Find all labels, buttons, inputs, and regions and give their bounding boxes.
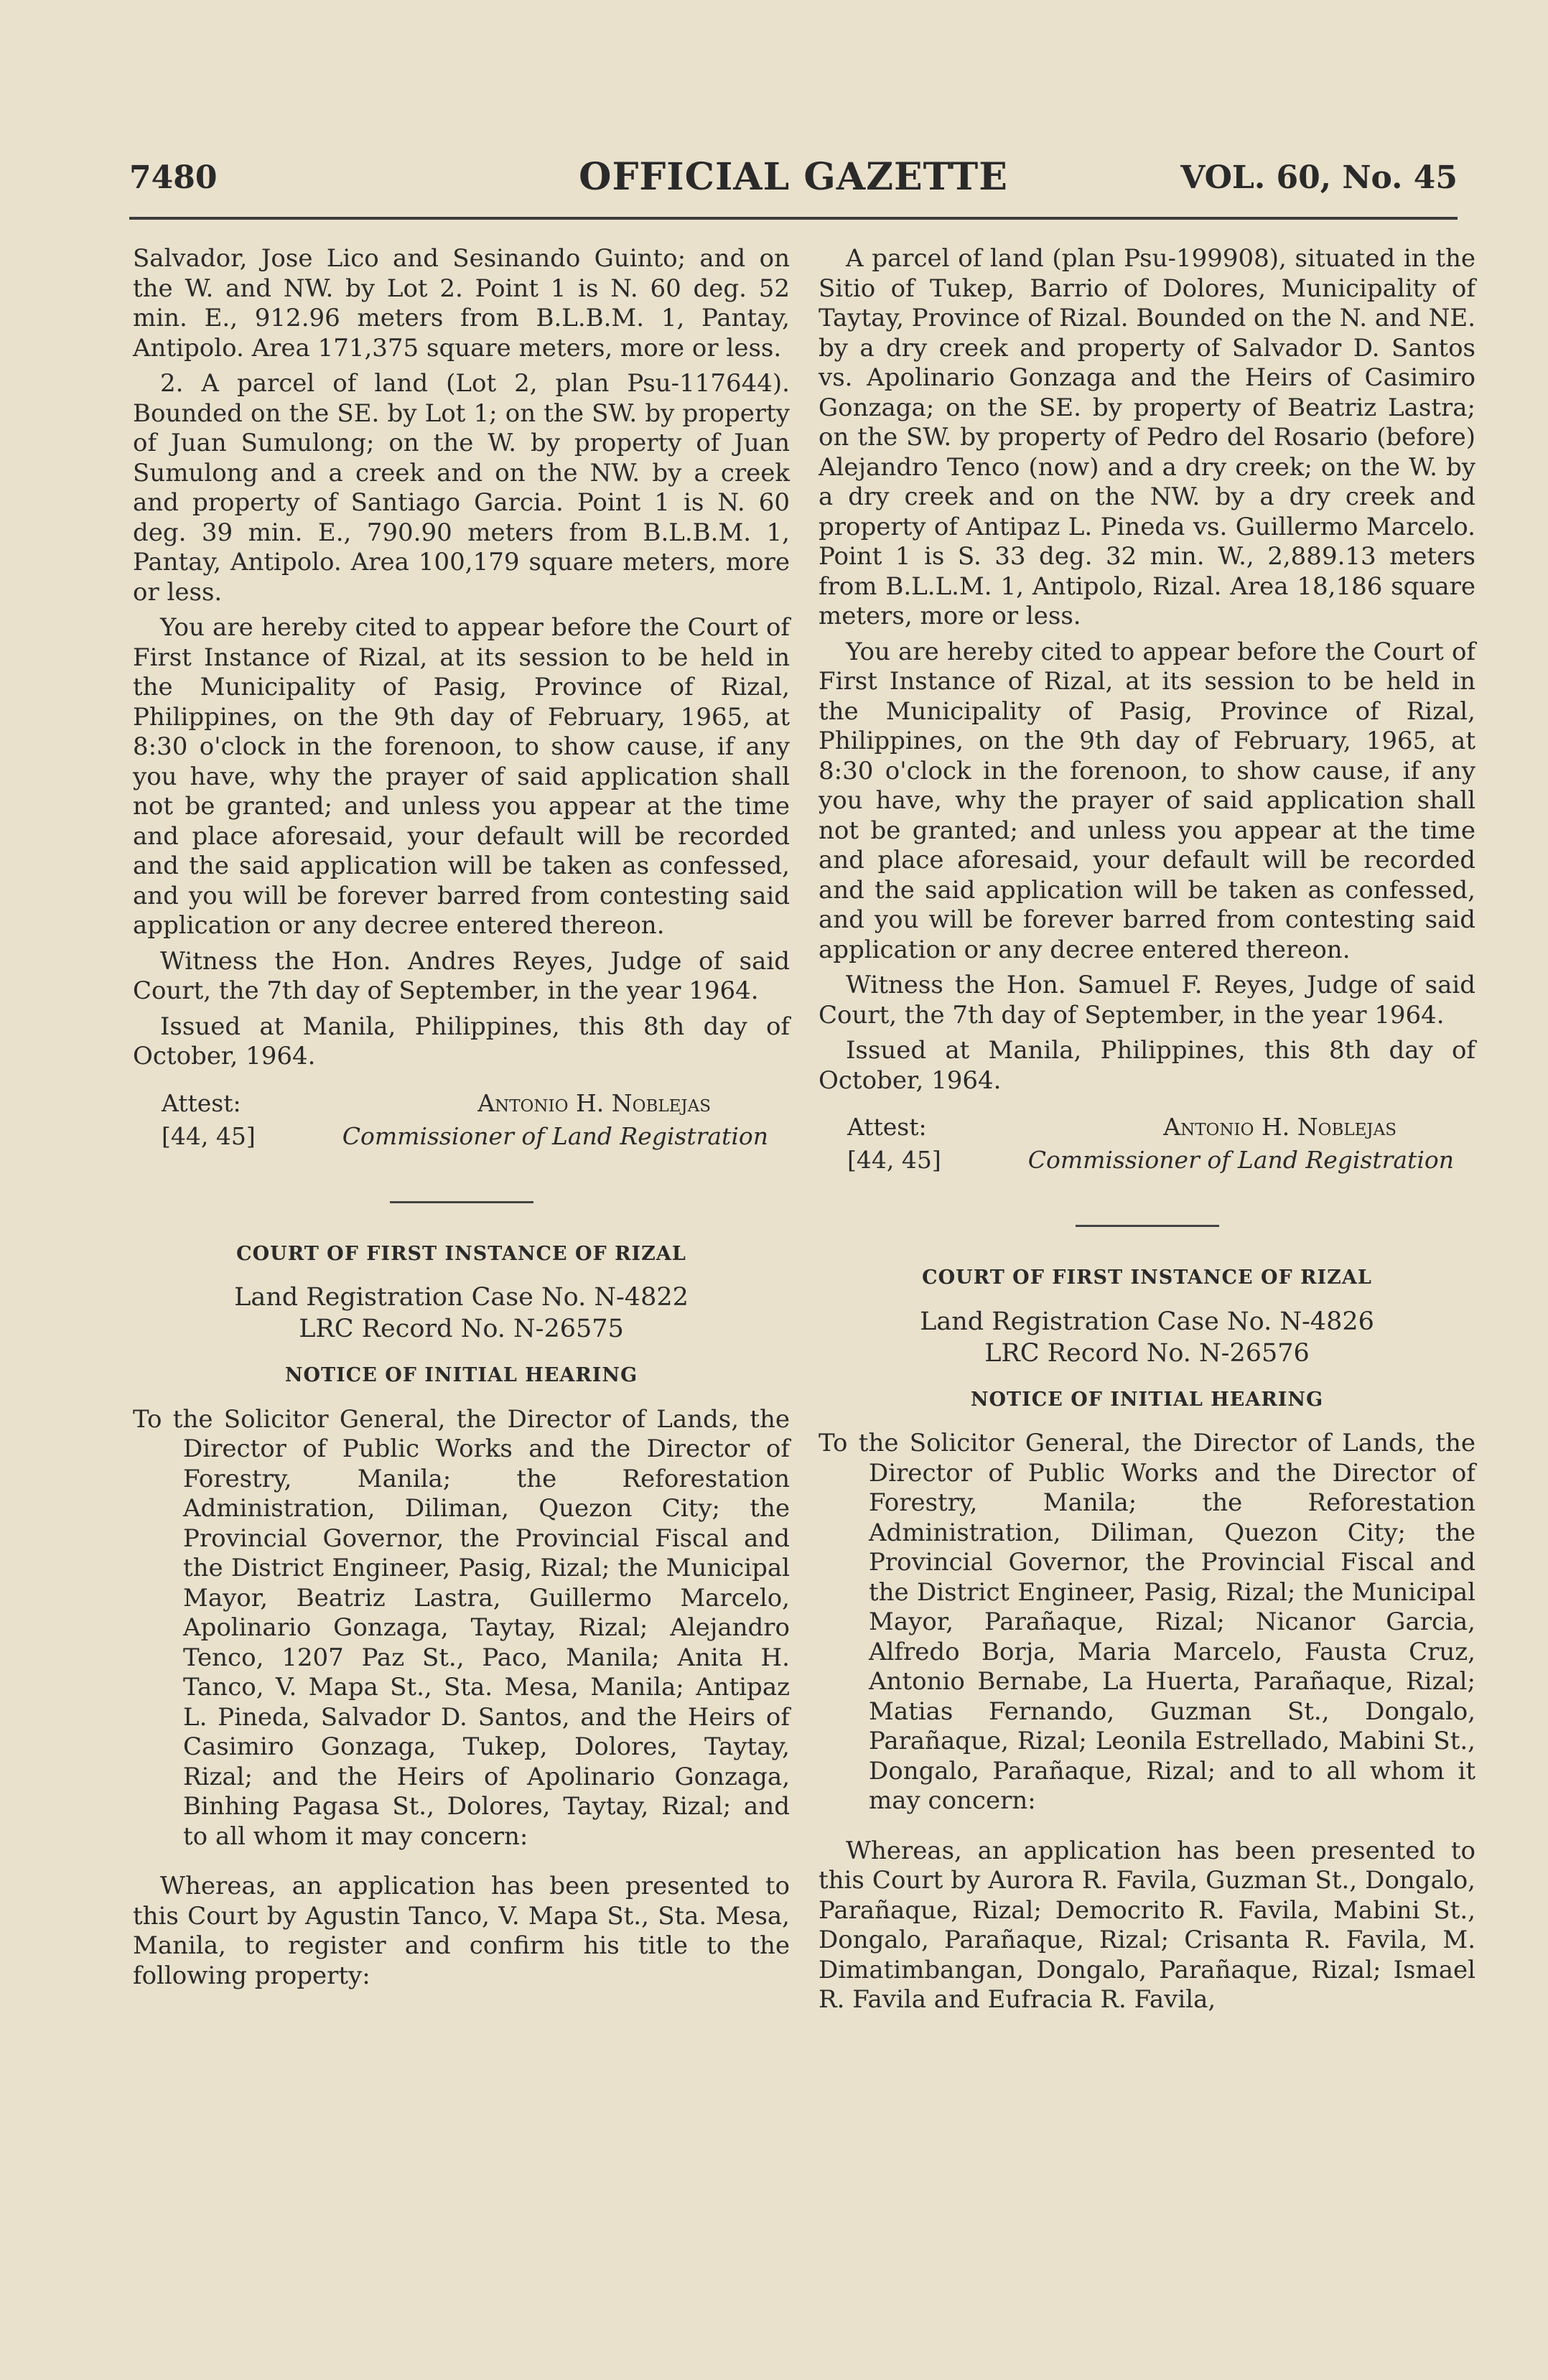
addressee-list: To the Solicitor General, the Director of Lands, the Director of Public Works and the Director of Forestry, Manila; the Reforestation Administration, Diliman, Quezon City; the Provincial Governor, the Provincial Fiscal and the District Engineer, Pasig, Rizal; the Municipal Mayor, Beatriz Lastra, Guillermo Marcelo, Apolinario Gonzaga, Taytay, Rizal; Alejandro Tenco, 1207 Paz St., Paco, Manila; Anita H. Tanco, V. Mapa St., Sta. Mesa, Manila; Antipaz L. Pineda, Salvador D. Santos, and the Heirs of Casimiro Gonzaga, Tukep, Dolores, Taytay, Rizal; and the Heirs of Apolinario Gonzaga, Binhing Pagasa St., Dolores, Taytay, Rizal; and to all whom it may concern: — [133, 1404, 790, 1851]
paragraph: Issued at Manila, Philippines, this 8th day of October, 1964. — [819, 1036, 1475, 1095]
notice-heading: NOTICE OF INITIAL HEARING — [284, 1364, 638, 1386]
volume-label: VOL. 60, No. 45 — [1180, 159, 1458, 196]
signatory-name: Antonio H. Noblejas — [1163, 1113, 1397, 1141]
issue-reference: [44, 45] — [162, 1121, 256, 1150]
addressee-list: To the Solicitor General, the Director of Lands, the Director of Public Works and the Director of Forestry, Manila; the Reforestation Administration, Diliman, Quezon City; the Provincial Governor, the Provincial Fiscal and the District Engineer, Pasig, Rizal; the Municipal Mayor, Parañaque, Rizal; Nicanor Garcia, Alfredo Borja, Maria Marcelo, Fausta Cruz, Antonio Bernabe, La Huerta, Parañaque, Rizal; Matias Fernando, Guzman St., Dongalo, Parañaque, Rizal; Leonila Estrellado, Mabini St., Dongalo, Parañaque, Rizal; and to all whom it may concern: — [819, 1429, 1475, 1815]
page-header — [129, 155, 1458, 210]
court-heading: COURT OF FIRST INSTANCE OF RIZAL — [236, 1242, 686, 1265]
case-number: Land Registration Case No. N-4822 — [234, 1283, 689, 1312]
paragraph: Whereas, an application has been presented to this Court by Aurora R. Favila, Guzman St., Dongalo, Parañaque, Rizal; Democrito R. Favila, Mabini St., Dongalo, Parañaque, Rizal; Crisanta R. Favila, M. Dimatimbangan, Dongalo, Parañaque, Rizal; Ismael R. Favila and Eufracia R. Favila, — [819, 1836, 1475, 2014]
paragraph: 2. A parcel of land (Lot 2, plan Psu-117644). Bounded on the SE. by Lot 1; on the SW. by property of Juan Sumulong; on the W. by property of Juan Sumulong and a creek and on the NW. by a creek and property of Santiago Garcia. Point 1 is N. 60 deg. 39 min. E., 790.90 meters from B.L.B.M. 1, Pantay, Antipolo. Area 100,179 square meters, more or less. — [133, 369, 790, 607]
paragraph: You are hereby cited to appear before the Court of First Instance of Rizal, at its session to be held in the Municipality of Pasig, Province of Rizal, Philippines, on the 9th day of February, 1965, at 8:30 o'clock in the forenoon, to show cause, if any you have, why the prayer of said application shall not be granted; and unless you appear at the time and place aforesaid, your default will be recorded and the said application will be taken as confessed, and you will be forever barred from contesting said application or any decree entered thereon. — [133, 613, 790, 940]
page-number: 7480 — [129, 159, 218, 196]
attestation-block — [819, 1111, 1475, 1180]
attestation-block — [133, 1088, 790, 1157]
signatory-title: Commissioner of Land Registration — [342, 1121, 768, 1150]
paragraph: Salvador, Jose Lico and Sesinando Guinto; and on the W. and NW. by Lot 2. Point 1 is N. 60 deg. 52 min. E., 912.96 meters from B.L.B.M. 1, Pantay, Antipolo. Area 171,375 square meters, more or less. — [133, 244, 790, 363]
lrc-record-number: LRC Record No. N-26575 — [299, 1315, 624, 1343]
attest-label: Attest: — [847, 1113, 927, 1141]
case-number: Land Registration Case No. N-4826 — [920, 1307, 1374, 1336]
notice-heading: NOTICE OF INITIAL HEARING — [970, 1388, 1324, 1411]
court-heading: COURT OF FIRST INSTANCE OF RIZAL — [922, 1266, 1372, 1289]
left-column — [133, 244, 790, 1997]
paragraph: Witness the Hon. Andres Reyes, Judge of said Court, the 7th day of September, in the year 1964. — [133, 946, 790, 1005]
signatory-title: Commissioner of Land Registration — [1027, 1146, 1454, 1174]
attest-label: Attest: — [162, 1088, 241, 1117]
section-divider — [1076, 1225, 1219, 1227]
paragraph: Witness the Hon. Samuel F. Reyes, Judge of said Court, the 7th day of September, in the year 1964. — [819, 971, 1475, 1030]
lrc-record-number: LRC Record No. N-26576 — [984, 1338, 1310, 1368]
right-column — [819, 244, 1475, 2021]
paragraph: Issued at Manila, Philippines, this 8th day of October, 1964. — [133, 1012, 790, 1070]
signatory-name: Antonio H. Noblejas — [477, 1088, 711, 1117]
paragraph: You are hereby cited to appear before the Court of First Instance of Rizal, at its session to be held in the Municipality of Pasig, Province of Rizal, Philippines, on the 9th day of February, 1965, at 8:30 o'clock in the forenoon, to show cause, if any you have, why the prayer of said application shall not be granted; and unless you appear at the time and place aforesaid, your default will be recorded and the said application will be taken as confessed, and you will be forever barred from contesting said application or any decree entered thereon. — [819, 637, 1475, 964]
section-divider — [390, 1201, 533, 1203]
paragraph: Whereas, an application has been presented to this Court by Agustin Tanco, V. Mapa St., Sta. Mesa, Manila, to register and confirm his title to the following property: — [133, 1872, 790, 1990]
header-rule — [129, 217, 1458, 220]
issue-reference: [44, 45] — [847, 1146, 941, 1174]
paragraph: A parcel of land (plan Psu-199908), situated in the Sitio of Tukep, Barrio of Dolores, Municipality of Taytay, Province of Rizal. Bounded on the N. and NE. by a dry creek and property of Salvador D. Santos vs. Apolinario Gonzaga and the Heirs of Casimiro Gonzaga; on the SE. by property of Beatriz Lastra; on the SW. by property of Pedro del Rosario (before) Alejandro Tenco (now) and a dry creek; on the W. by a dry creek and on the NW. by a dry creek and property of Antipaz L. Pineda vs. Guillermo Marcelo. Point 1 is S. 33 deg. 32 min. W., 2,889.13 meters from B.L.L.M. 1, Antipolo, Rizal. Area 18,186 square meters, more or less. — [819, 244, 1475, 630]
publication-title: OFFICIAL GAZETTE — [579, 155, 1008, 199]
